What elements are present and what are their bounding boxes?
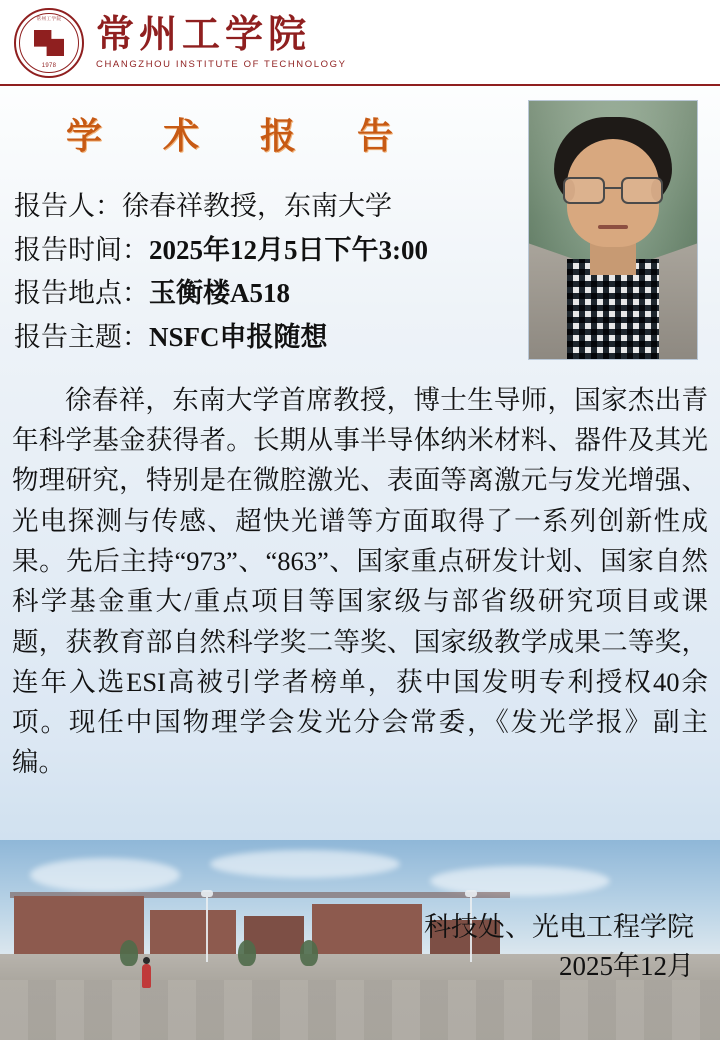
header-divider xyxy=(0,84,720,86)
photo-building xyxy=(150,910,236,960)
speaker-portrait-photo xyxy=(528,100,698,360)
talk-info-block xyxy=(0,185,514,360)
topic-label: 报告主题： xyxy=(14,322,149,353)
photo-building xyxy=(312,904,422,960)
portrait-lens-left xyxy=(563,177,605,204)
place-value: 玉衡楼A518 xyxy=(149,278,290,309)
place-line xyxy=(14,272,514,316)
speaker-line xyxy=(14,185,514,229)
photo-person xyxy=(142,964,151,988)
portrait-mouth xyxy=(598,225,628,229)
portrait-glasses xyxy=(561,177,665,201)
time-value: 2025年12月5日下午3:00 xyxy=(149,234,428,265)
photo-plaza xyxy=(0,980,720,1040)
time-label: 报告时间： xyxy=(14,234,149,265)
speaker-value: 徐春祥教授，东南大学 xyxy=(122,191,392,221)
footer-date-text: 2025年12月 xyxy=(559,950,694,981)
speaker-label: 报告人： xyxy=(14,191,122,221)
speaker-bio-paragraph: 徐春祥，东南大学首席教授，博士生导师，国家杰出青年科学基金获得者。长期从事半导体纳米材料、器件及其光物理研究，特别是在微腔激光、表面等离激元与发光增强、光电探测与传感、超快光谱等方面取得了一系列创新性成果。先后主持“973”、“863”、国家重点研发计划、国家自然科学基金重大/重点项目等国家级与部省级研究项目或课题，获教育部自然科学奖二等奖、国家级教学成果二等奖，连年入选ESI高被引学者榜单，获中国发明专利授权40余项。现任中国物理学会发光分会常委，《发光学报》副主编。 xyxy=(12,384,708,778)
school-name-cn: 常州工学院 xyxy=(96,13,312,56)
logo-year-text: 1978 xyxy=(41,63,57,69)
portrait-glasses-bridge xyxy=(603,187,623,189)
school-name-en: CHANGZHOU INSTITUTE OF TECHNOLOGY xyxy=(96,59,347,71)
campus-photo-band xyxy=(0,840,720,1040)
time-line xyxy=(14,229,514,273)
photo-tree xyxy=(120,940,138,966)
portrait-lens-right xyxy=(621,177,663,204)
university-logo-icon xyxy=(14,8,84,78)
organizer-text: 科技处、光电工程学院 xyxy=(424,912,694,943)
photo-tree xyxy=(300,940,318,966)
page-title: 学 术 报 告 xyxy=(66,116,420,156)
footer-credit xyxy=(424,909,694,984)
photo-tree xyxy=(238,940,256,966)
topic-value: NSFC申报随想 xyxy=(149,322,328,353)
photo-cloud xyxy=(30,858,180,892)
logo-arc-top-text: 常州工学院 xyxy=(36,16,62,21)
place-label: 报告地点： xyxy=(14,278,149,309)
photo-lamp-post xyxy=(206,896,208,962)
school-name-block xyxy=(96,13,347,71)
photo-cloud xyxy=(210,850,400,878)
poster-header xyxy=(0,0,720,86)
topic-line xyxy=(14,316,514,360)
